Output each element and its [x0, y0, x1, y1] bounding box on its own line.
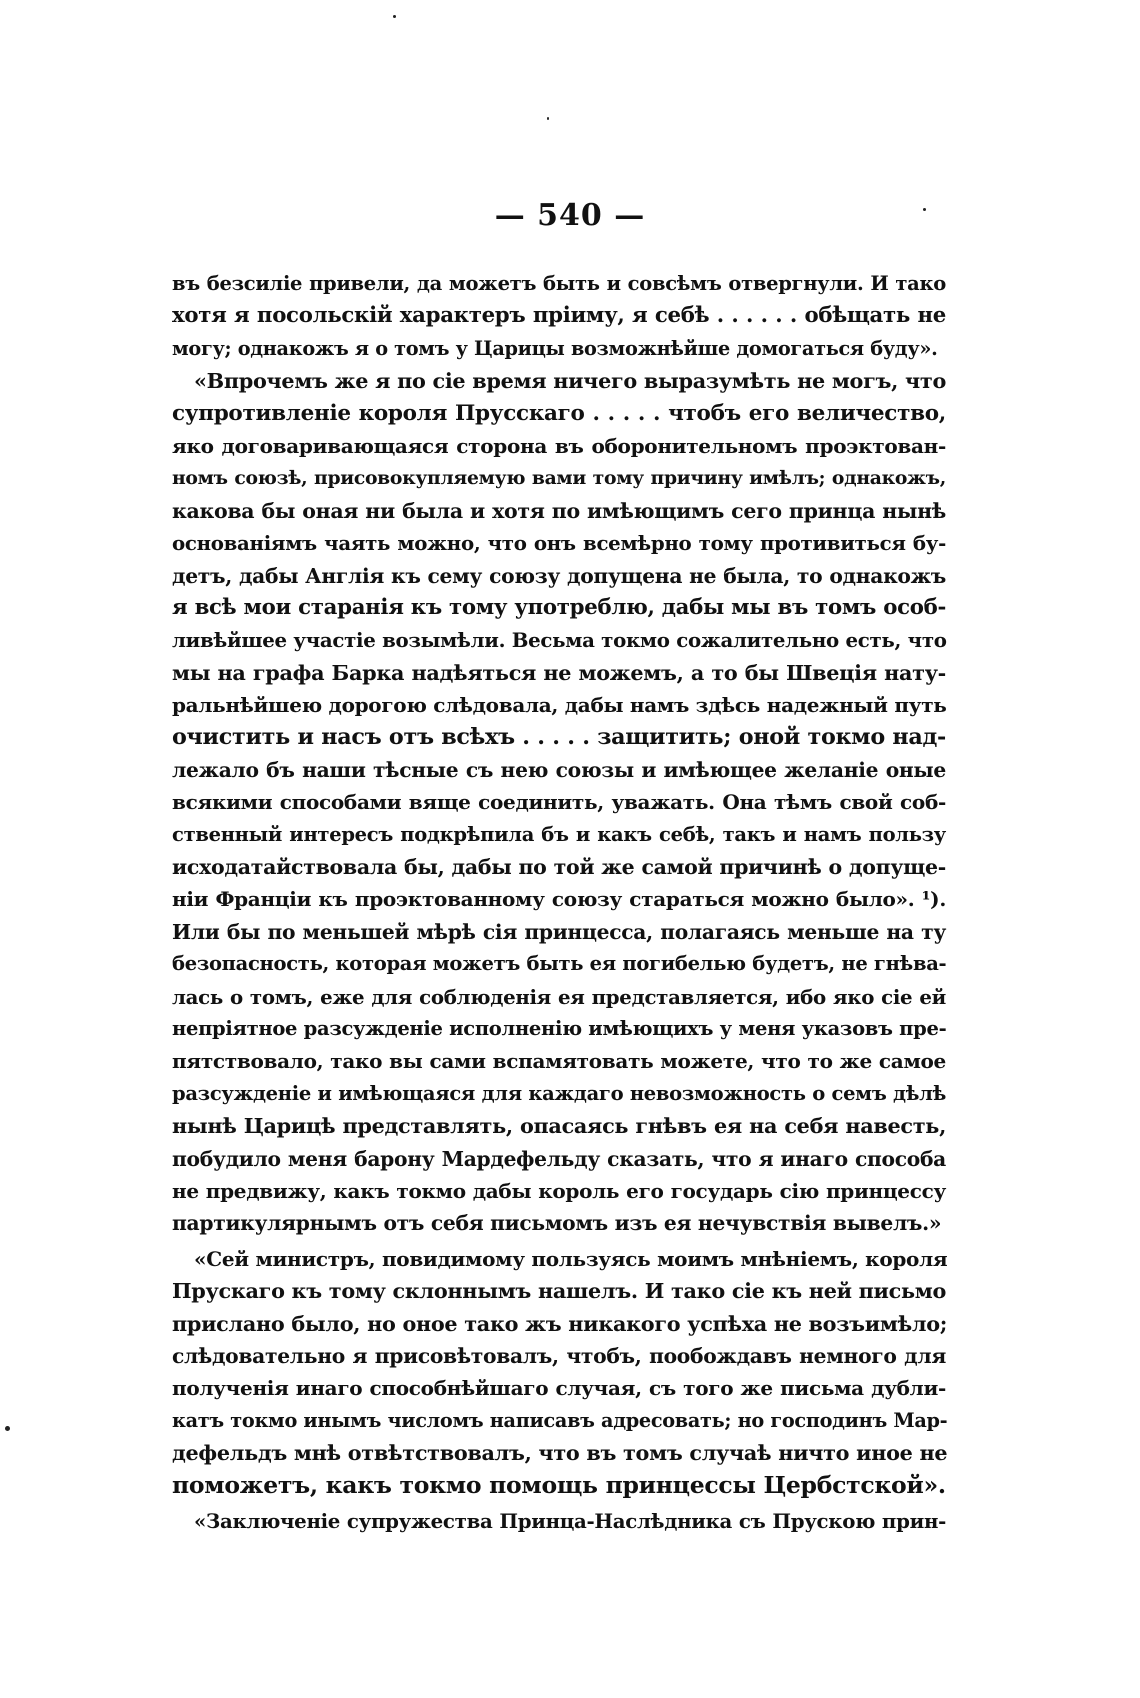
text-line: лежало бъ наши тѣсные съ нею союзы и имѣющее желаніе оные — [172, 757, 946, 782]
scan-speck — [5, 1426, 10, 1431]
scan-speck — [923, 208, 926, 211]
body-text — [172, 268, 946, 1537]
text-line: исходатайствовала бы, дабы по той же самой причинѣ о допуще- — [172, 855, 946, 880]
text-line: основаніямъ чаять можно, что онъ всемѣрно тому противиться бу- — [172, 531, 946, 556]
text-line: «Сей министръ, повидимому пользуясь моимъ мнѣніемъ, короля — [194, 1246, 948, 1271]
text-line: слѣдовательно я присовѣтовалъ, чтобъ, пообождавъ немного для — [172, 1343, 946, 1368]
text-line: ственный интересъ подкрѣпила бъ и какъ себѣ, такъ и намъ пользу — [172, 822, 946, 846]
text-line: номъ союзѣ, присовокупляемую вами тому причину имѣлъ; однакожъ, — [172, 467, 946, 490]
text-line: поможетъ, какъ токмо помощь принцессы Цербстской». — [172, 1471, 946, 1500]
text-line: ральнѣйшею дорогою слѣдовала, дабы намъ здѣсь надежный путь — [172, 693, 947, 718]
text-line: супротивленіе короля Прусскаго . . . . . чтобъ его величество, — [172, 400, 946, 426]
text-line: полученія инаго способнѣйшаго случая, съ того же письма дубли- — [172, 1376, 946, 1401]
scan-speck — [393, 15, 396, 18]
scan-speck — [547, 117, 549, 120]
text-line: непріятное разсужденіе исполненію имѣющихъ у меня указовъ пре- — [172, 1016, 947, 1040]
text-line: не предвижу, какъ токмо дабы король его государь сію принцессу — [172, 1178, 946, 1203]
text-line: дефельдъ мнѣ отвѣтствовалъ, что въ томъ случаѣ ничто иное не — [172, 1441, 948, 1466]
text-line: мы на графа Барка надѣяться не можемъ, а то бы Швеція нату- — [172, 660, 946, 685]
text-line: ливѣйшее участіе возымѣли. Весьма токмо сожалительно есть, что — [172, 628, 947, 653]
text-line: какова бы оная ни была и хотя по имѣющимъ сего принца нынѣ — [172, 498, 946, 523]
text-line: «Впрочемъ же я по сіе время ничего выразумѣть не могъ, что — [194, 369, 946, 394]
text-line: детъ, дабы Англія къ сему союзу допущена не была, то однакожъ — [172, 563, 946, 588]
text-line: прислано было, но оное тако жъ никакого успѣха не возъимѣло; — [172, 1311, 948, 1336]
text-line: въ безсиліе привели, да можетъ быть и совсѣмъ отвергнули. И тако — [172, 272, 946, 295]
text-line: разсужденіе и имѣющаяся для каждаго невозможность о семъ дѣлѣ — [172, 1081, 946, 1105]
text-line: безопасность, которая можетъ быть ея погибелью будетъ, не гнѣва- — [172, 952, 947, 976]
text-line: катъ токмо инымъ числомъ написавъ адресовать; но господинъ Мар- — [172, 1408, 948, 1432]
text-line: всякими способами вяще соединить, уважать. Она тѣмъ свой соб- — [172, 790, 946, 815]
text-line: «Заключеніе супружества Принца-Наслѣдника съ Прускою прин- — [194, 1508, 946, 1533]
text-line: хотя я посольскій характеръ пріиму, я себѣ . . . . . . обѣщать не — [172, 303, 946, 329]
text-line: я всѣ мои старанія къ тому употреблю, дабы мы въ томъ особ- — [172, 594, 946, 620]
text-line: лась о томъ, еже для соблюденія ея представляется, ибо яко сіе ей — [172, 984, 946, 1009]
page-number: — 540 — — [494, 198, 646, 233]
text-line: яко договаривающаяся сторона въ оборонительномъ проэктован- — [172, 433, 946, 458]
text-line: пятствовало, тако вы сами вспамятовать можете, что то же самое — [172, 1049, 946, 1074]
text-line: побудило меня барону Мардефельду сказать, что я инаго способа — [172, 1146, 946, 1171]
text-line: Или бы по меньшей мѣрѣ сія принцесса, полагаясь меньше на ту — [172, 919, 946, 944]
text-line: очистить и насъ отъ всѣхъ . . . . . защитить; оной токмо над- — [172, 724, 946, 751]
text-line: ніи Франціи къ проэктованному союзу стараться можно было». ¹). — [172, 887, 946, 912]
text-line: нынѣ Царицѣ представлять, опасаясь гнѣвъ ея на себя навесть, — [172, 1114, 946, 1139]
text-line: могу; однакожъ я о томъ у Царицы возможнѣйше домогаться буду». — [172, 336, 938, 360]
text-line: партикулярнымъ отъ себя письмомъ изъ ея нечувствія вывелъ.» — [172, 1211, 942, 1236]
text-line: Прускаго къ тому склоннымъ нашелъ. И тако сіе къ ней письмо — [172, 1279, 946, 1304]
